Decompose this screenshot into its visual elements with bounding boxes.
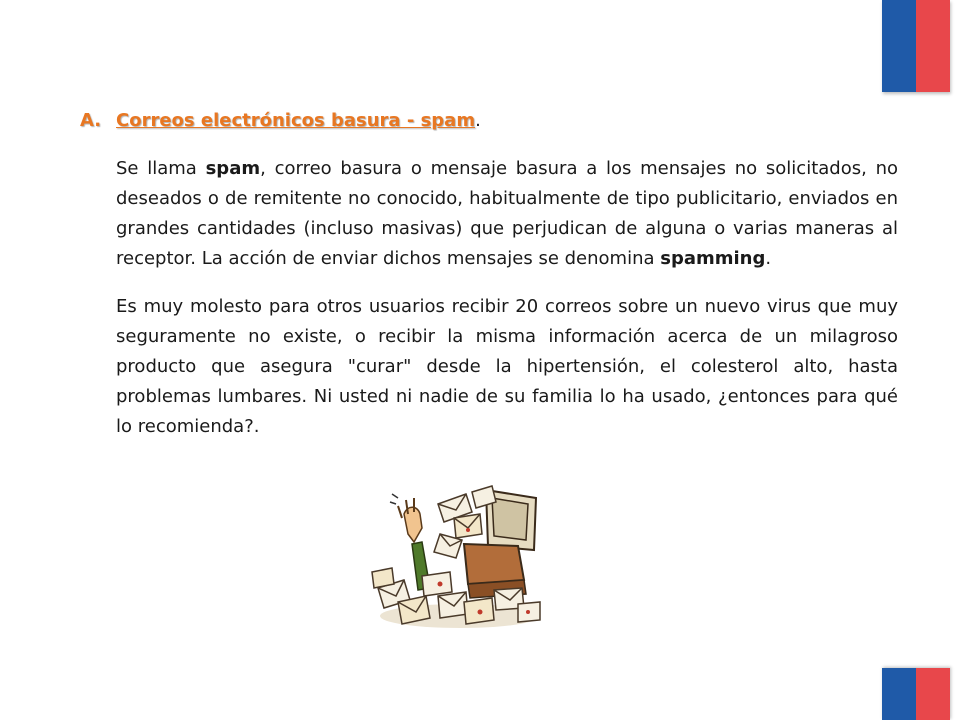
section-heading [80,108,900,134]
paragraph-definition [116,154,898,274]
spam-overload-illustration [368,484,544,632]
chile-flag-top-decoration [882,0,950,92]
chile-flag-bottom-decoration [882,668,950,720]
slide-content [80,108,900,460]
flag-red-stripe [916,0,950,92]
term-spam: spam [205,158,261,179]
paragraph-example: Es muy molesto para otros usuarios recibir 20 correos sobre un nuevo virus que muy seguramente no existe, o recibir la misma información acerca de un milagroso producto que asegura "curar" desde la hipertensión, el colesterol alto, hasta problemas lumbares. Ni usted ni nadie de su familia lo ha usado, ¿entonces para qué lo recomienda?. [116,296,898,437]
heading-title: Correos electrónicos basura - spam [116,110,476,131]
flag-blue-stripe [882,668,916,720]
flag-blue-stripe [882,0,916,92]
p1-end: . [765,248,772,269]
heading-suffix: . [475,110,481,131]
p1-middle: , correo basura o mensaje basura a los mensajes no solicitados, no deseados o de remitente no conocido, habitualmente de tipo publicitario, enviados en grandes cantidades (incluso masivas) que perjudican de alguna o varias maneras al receptor. La acción de enviar dichos mensajes se denomina [116,158,898,269]
term-spamming: spamming [660,248,766,269]
list-marker: A. [80,110,102,131]
flag-red-stripe [916,668,950,720]
p1-intro: Se llama [116,158,206,179]
